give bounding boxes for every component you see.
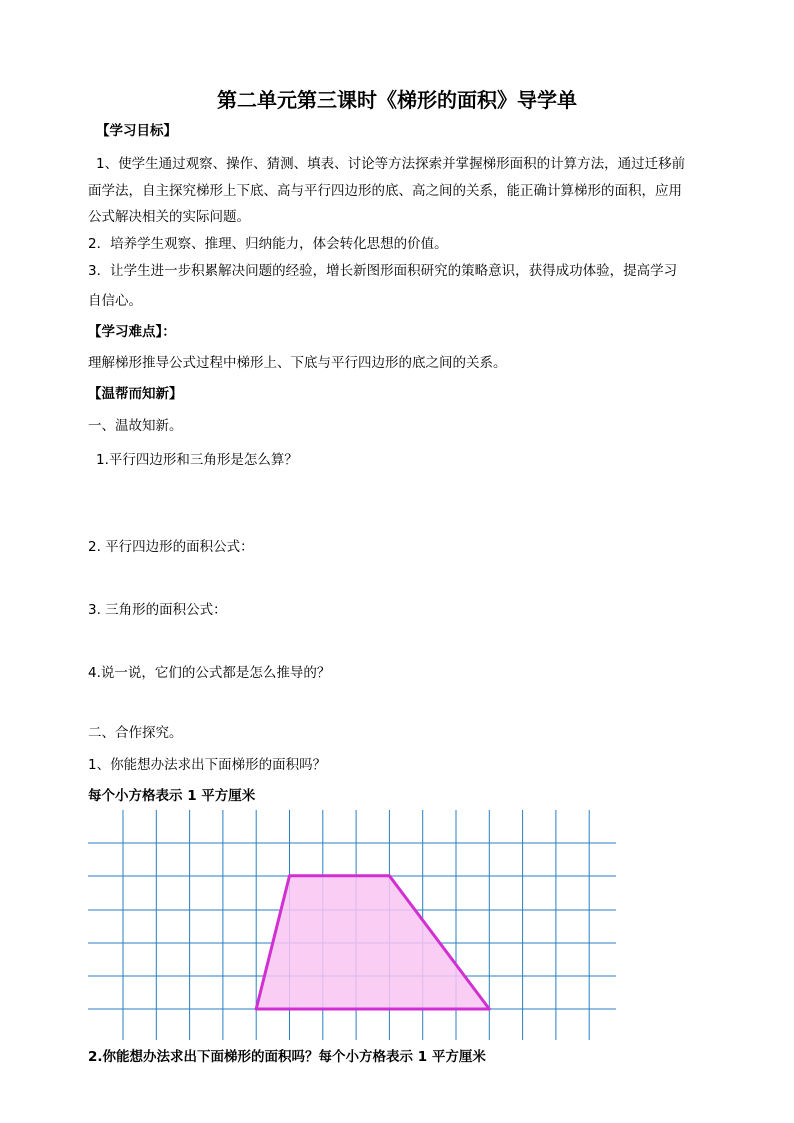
goals-heading: 【学习目标】: [96, 123, 177, 139]
difficulty-heading: 【学习难点】：: [88, 324, 176, 340]
goal-3-line-2: 自信心。: [88, 293, 142, 309]
goal-1-line-1: 1、使学生通过观察、操作、猜测、填表、讨论等方法探索并掌握梯形面积的计算方法，通过迁移前: [96, 156, 686, 172]
trapezoid-grid-figure: [88, 810, 618, 1042]
problem-1: 1、你能想办法求出下面梯形的面积吗？: [88, 757, 327, 773]
question-1: 1.平行四边形和三角形是怎么算？: [96, 452, 298, 468]
question-2: 2. 平行四边形的面积公式：: [88, 539, 254, 555]
problem-2: 2.你能想办法求出下面梯形的面积吗？每个小方格表示 1 平方厘米: [88, 1049, 486, 1065]
question-3: 3. 三角形的面积公式：: [88, 602, 227, 618]
grid-note: 每个小方格表示 1 平方厘米: [88, 788, 256, 804]
goal-1-line-3: 公式解决相关的实际问题。: [88, 209, 250, 225]
question-4: 4.说一说，它们的公式都是怎么推导的？: [88, 665, 331, 681]
review-heading: 【温帮而知新】: [88, 386, 183, 402]
trapezoid-shape: [256, 876, 489, 1009]
page-title: 第二单元第三课时《梯形的面积》导学单: [217, 88, 577, 112]
goal-3-line-1: 3．让学生进一步积累解决问题的经验，增长新图形面积研究的策略意识，获得成功体验，提高学习: [88, 263, 678, 279]
difficulty-text: 理解梯形推导公式过程中梯形上、下底与平行四边形的底之间的关系。: [88, 355, 507, 371]
section-2-heading: 二、合作探究。: [88, 725, 183, 741]
goal-2: 2．培养学生观察、推理、归纳能力，体会转化思想的价值。: [88, 236, 448, 252]
section-1-heading: 一、温故知新。: [88, 418, 183, 434]
goal-1-line-2: 面学法，自主探究梯形上下底、高与平行四边形的底、高之间的关系，能正确计算梯形的面积，应用: [88, 183, 682, 199]
